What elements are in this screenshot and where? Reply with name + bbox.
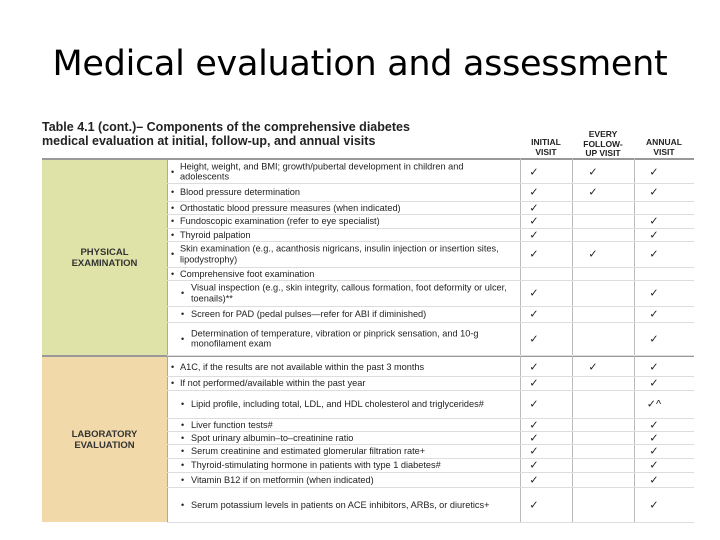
section-physical-examination	[42, 160, 168, 355]
section-physical-line1: PHYSICAL	[80, 246, 129, 258]
col-initial-line1: INITIAL	[531, 137, 561, 147]
checkmark-initial: ✓	[529, 333, 539, 345]
bullet-icon: •	[171, 249, 175, 259]
bullet-icon: •	[171, 361, 175, 372]
checkmark-annual: ✓	[649, 445, 659, 458]
col-annual-line2: VISIT	[653, 146, 675, 157]
table-row	[167, 267, 694, 281]
col-annual-line1: ANNUAL	[646, 137, 682, 147]
checkmark-annual: ✓	[649, 186, 659, 199]
row-text: Determination of temperature, vibration or pinprick sensation, and 10-g monofilament exam	[191, 328, 479, 349]
checkmark-initial: ✓	[529, 377, 539, 390]
bullet-icon: •	[181, 499, 185, 510]
table-row	[167, 472, 694, 488]
row-text: Skin examination (e.g., acanthosis nigricans, insulin injection or insertion sites, lipodystrophy)	[180, 243, 499, 264]
table-caption	[42, 120, 512, 148]
table-row	[167, 160, 694, 184]
checkmark-initial: ✓	[529, 474, 539, 486]
section-lab-line1: LABORATORY	[71, 428, 138, 440]
col-followup-line1: EVERY	[588, 129, 618, 139]
checkmark-initial: ✓	[529, 166, 539, 178]
row-text: Serum potassium levels in patients on ACE inhibitors, ARBs, or diuretics+	[191, 499, 490, 510]
checkmark-initial: ✓	[529, 419, 539, 431]
col-followup-line2: FOLLOW-	[583, 138, 623, 149]
table-row	[167, 228, 694, 242]
row-text: Visual inspection (e.g., skin integrity, callous formation, foot deformity or ulcer, toenails)**	[191, 282, 507, 303]
table-row	[167, 183, 694, 202]
row-text: Thyroid palpation	[180, 229, 251, 240]
column-header-followup	[572, 130, 634, 159]
section-laboratory-evaluation	[42, 357, 168, 522]
bullet-icon: •	[181, 288, 185, 298]
table-row	[167, 214, 694, 229]
table-row	[167, 390, 694, 419]
checkmark-initial: ✓	[529, 361, 539, 373]
checkmark-initial: ✓	[529, 215, 539, 228]
checkmark-annual: ✓	[649, 474, 659, 486]
checkmark-annual: ✓	[649, 361, 659, 373]
checkmark-initial: ✓	[529, 445, 539, 458]
checkmark-followup: ✓	[588, 166, 598, 178]
row-text: Screen for PAD (pedal pulses—refer for ABI if diminished)	[191, 308, 427, 319]
row-text: Thyroid-stimulating hormone in patients with type 1 diabetes#	[191, 459, 441, 470]
checkmark-annual: ✓	[649, 499, 659, 511]
row-text: A1C, if the results are not available within the past 3 months	[180, 361, 425, 372]
caption-line-2: medical evaluation at initial, follow-up, and annual visits	[42, 134, 376, 148]
checkmark-initial: ✓	[529, 287, 539, 300]
row-text: Comprehensive foot examination	[180, 268, 315, 279]
column-header-initial	[520, 138, 572, 157]
bullet-icon: •	[171, 187, 175, 197]
checkmark-annual: ✓^	[646, 398, 662, 411]
table-row	[167, 458, 694, 473]
checkmark-initial: ✓	[529, 229, 539, 241]
row-text: Lipid profile, including total, LDL, and HDL cholesterol and triglycerides#	[191, 398, 484, 409]
bullet-icon: •	[171, 216, 175, 226]
table-row	[167, 306, 694, 323]
bullet-icon: •	[181, 446, 185, 456]
checkmark-followup: ✓	[588, 248, 598, 261]
section-physical-line2: EXAMINATION	[71, 257, 138, 269]
row-text: Height, weight, and BMI; growth/pubertal development in children and adolescents	[180, 161, 464, 182]
bullet-icon: •	[181, 333, 185, 344]
table-row	[167, 431, 694, 445]
table-row	[167, 418, 694, 432]
table-row	[167, 444, 694, 459]
bullet-icon: •	[181, 474, 185, 485]
checkmark-followup: ✓	[588, 186, 598, 199]
row-text: Spot urinary albumin–to–creatinine ratio	[191, 432, 354, 443]
slide-title: Medical evaluation and assessment	[52, 44, 668, 84]
checkmark-annual: ✓	[649, 432, 659, 444]
evaluation-table	[42, 118, 694, 522]
table-row	[167, 322, 694, 356]
table-row	[167, 201, 694, 215]
table-row	[167, 357, 694, 377]
caption-line-1: Table 4.1 (cont.)– Components of the comprehensive diabetes	[42, 120, 410, 134]
table-row	[167, 280, 694, 307]
row-text: Blood pressure determination	[180, 186, 301, 197]
checkmark-initial: ✓	[529, 248, 539, 261]
checkmark-initial: ✓	[529, 398, 539, 411]
bullet-icon: •	[171, 378, 175, 388]
row-text: Fundoscopic examination (refer to eye specialist)	[180, 215, 380, 226]
bullet-icon: •	[181, 399, 185, 409]
checkmark-annual: ✓	[649, 229, 659, 241]
checkmark-initial: ✓	[529, 308, 539, 321]
table-row	[167, 241, 694, 268]
checkmark-initial: ✓	[529, 432, 539, 444]
checkmark-annual: ✓	[649, 308, 659, 321]
checkmark-initial: ✓	[529, 202, 539, 214]
table-row	[167, 376, 694, 391]
row-text: Serum creatinine and estimated glomerular filtration rate+	[191, 445, 426, 456]
row-text: Orthostatic blood pressure measures (when indicated)	[180, 202, 401, 213]
row-text: Vitamin B12 if on metformin (when indicated)	[191, 474, 374, 485]
bullet-icon: •	[171, 229, 175, 240]
checkmark-annual: ✓	[649, 166, 659, 178]
bullet-icon: •	[181, 309, 185, 319]
bullet-icon: •	[181, 460, 185, 470]
column-header-annual	[634, 138, 694, 157]
col-initial-line2: VISIT	[535, 146, 557, 157]
checkmark-annual: ✓	[649, 459, 659, 472]
checkmark-annual: ✓	[649, 419, 659, 431]
bullet-icon: •	[171, 166, 175, 177]
checkmark-annual: ✓	[649, 287, 659, 300]
checkmark-initial: ✓	[529, 459, 539, 472]
bullet-icon: •	[181, 432, 185, 443]
checkmark-annual: ✓	[649, 215, 659, 228]
table-row	[167, 487, 694, 523]
checkmark-annual: ✓	[649, 377, 659, 390]
checkmark-initial: ✓	[529, 186, 539, 199]
checkmark-initial: ✓	[529, 499, 539, 511]
row-text: If not performed/available within the past year	[180, 377, 366, 388]
row-text: Liver function tests#	[191, 419, 273, 430]
section-lab-line2: EVALUATION	[74, 439, 135, 451]
checkmark-annual: ✓	[649, 333, 659, 345]
checkmark-annual: ✓	[649, 248, 659, 261]
bullet-icon: •	[181, 419, 185, 430]
bullet-icon: •	[171, 202, 175, 213]
bullet-icon: •	[171, 268, 175, 279]
checkmark-followup: ✓	[588, 361, 598, 373]
col-followup-line3: UP VISIT	[585, 148, 621, 158]
